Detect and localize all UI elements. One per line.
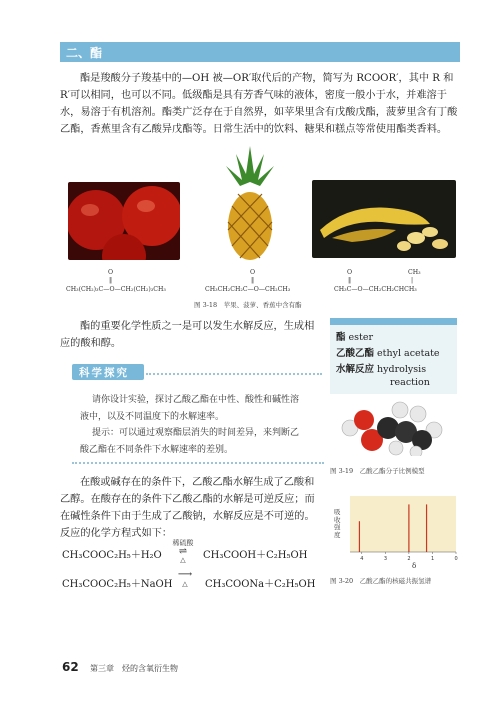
equation-base-condition [168,570,202,588]
intro-line: 乙酯，香蕉里含有乙酸异戊酯等。日常生活中的饮料、糖果和糕点等常使用酯类香料。 [60,124,448,135]
inquiry-top-divider [146,373,322,375]
page-number: 62 [62,660,79,674]
inquiry-line: 液中，以及不同温度下的水解速率。 [80,411,225,422]
pineapple-ester-formula: CH₃CH₂CH₂C—O—CH₂CH₃ [205,286,291,293]
chart-background [350,496,456,552]
inquiry-badge [72,364,144,380]
x-tick-label: 4 [360,556,364,562]
glossary-english: ethyl acetate [377,348,440,359]
hydrolysis-line: 在酸或碱存在的条件下，乙酸乙酯水解生成了乙酸和 [80,477,315,488]
formula-bond: ‖ [109,277,113,284]
formula-bond: | [411,277,414,284]
figure-3-18-caption: 图 3-18 苹果、菠萝、香蕉中含有酯 [194,301,302,309]
y-axis-label: 吸收强度 [334,508,341,539]
glossary-term: 乙酸乙酯 [336,348,375,359]
pineapple-photo [220,144,280,262]
inquiry-line: 酸乙酯在不同条件下水解速率的差别。 [80,444,234,455]
intro-line: 水，易溶于有机溶剂。酯类广泛存在于自然界，如苹果里含有戊酸戊酯，菠萝里含有丁酸 [60,107,458,118]
x-ticks [360,552,457,562]
formula-mark: O [108,269,114,276]
equation-acid-left: CH₃COOC₂H₅＋H₂O [62,550,162,561]
condition-top: 稀硫酸 [172,539,194,547]
glossary-english: reaction [390,377,430,388]
x-tick-label: 3 [383,556,388,562]
glossary-box [330,318,457,394]
formula-bond: ‖ [251,277,255,284]
nmr-spectrum-chart [330,492,460,570]
banana-ester-formula: CH₃C—O—CH₂CH₂CHCH₃ [334,286,417,293]
figure-3-20-caption: 图 3-20 乙酸乙酯的核磁共振氢谱 [330,577,432,585]
glossary-item [390,377,457,388]
formula-mark: O [347,269,353,276]
hydrolysis-intro-line: 酯的重要化学性质之一是可以发生水解反应，生成相 [80,321,315,332]
reversible-arrow: ⇌ [178,546,188,557]
glossary-item [336,361,457,375]
section-header-bar [60,42,460,62]
ethyl-acetate-model [338,400,448,456]
equation-base-right: CH₃COONa＋C₂H₅OH [205,579,316,590]
inquiry-text [80,392,325,458]
chapter-title: 第三章 烃的含氧衍生物 [90,664,178,673]
glossary-english: ester [348,332,374,343]
formula-mark: O [250,269,256,276]
intro-line: R′可以相同，也可以不同。低级酯是具有芳香气味的液体，密度一般小于水，并难溶于 [60,90,447,101]
hydrolysis-line: 乙醇。在酸存在的条件下乙酸乙酯的水解是可逆反应；而 [60,494,315,505]
equation-base-left: CH₃COOC₂H₅＋NaOH [62,579,173,590]
hydrolysis-line: 在碱性条件下由于生成了乙酸钠，水解反应是不可逆的。 [60,511,315,522]
glossary-term: 酯 [336,332,346,343]
inquiry-line: 请你设计实验，探讨乙酸乙酯在中性、酸性和碱性溶 [92,395,300,405]
formula-mark: CH₃ [408,269,421,276]
condition-bottom: △ [180,556,186,564]
formula-bond: ‖ [348,277,352,284]
condition-bottom: △ [182,580,188,588]
x-axis-label: δ [412,562,417,570]
equation-acid-right: CH₃COOH＋C₂H₅OH [203,550,308,561]
glossary-english: hydrolysis [377,364,427,375]
equation-acid-condition [166,538,200,564]
inquiry-bottom-divider [72,462,324,464]
banana-photo [312,180,456,258]
glossary-item [336,329,457,343]
glossary-item [336,345,457,359]
x-tick-label: 0 [454,556,458,562]
glossary-term: 水解反应 [336,364,375,375]
hydrolysis-paragraph [60,474,325,542]
x-tick-label: 2 [407,556,411,562]
section-title: 二、酯 [66,46,103,60]
intro-line: 酯是羧酸分子羧基中的—OH 被—OR′取代后的产物，简写为 RCOOR′，其中 R 和 [80,73,454,84]
hydrolysis-intro [60,318,325,352]
apple-photo [68,182,180,260]
inquiry-line: 提示：可以通过观察酯层消失的时间差异，来判断乙 [92,428,300,438]
forward-arrow: ⟶ [177,569,193,580]
intro-paragraph [60,70,462,138]
apple-ester-formula: CH₃(CH₂)₃C—O—CH₂(CH₂)₃CH₃ [66,286,166,293]
hydrolysis-line: 反应的化学方程式如下： [60,528,173,539]
figure-3-19-caption: 图 3-19 乙酸乙酯分子比例模型 [330,467,425,475]
x-tick-label: 1 [430,556,435,562]
hydrolysis-intro-line: 应的酸和醇。 [60,338,122,349]
inquiry-badge-label: 科学探究 [79,367,129,379]
